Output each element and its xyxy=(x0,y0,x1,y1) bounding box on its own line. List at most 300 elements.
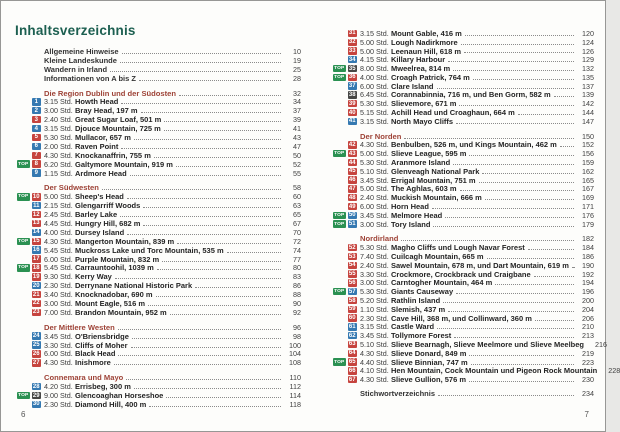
duration: 3.15 Std. xyxy=(44,124,73,134)
duration: 3.15 Std. xyxy=(360,322,389,332)
route-number-badge: 14 xyxy=(32,229,40,236)
page-number: 67 xyxy=(293,218,301,228)
page-number: 219 xyxy=(582,348,594,358)
dot-leader xyxy=(130,175,281,176)
item-label: Kleine Landeskunde xyxy=(44,55,117,65)
page-number: 39 xyxy=(293,115,301,125)
page-number: 25 xyxy=(293,64,301,74)
duration: 7.40 Std. xyxy=(360,252,389,262)
dot-leader xyxy=(528,249,574,250)
page-number: 65 xyxy=(293,210,301,220)
duration: 6.00 Std. xyxy=(360,202,389,212)
dot-leader xyxy=(482,173,574,174)
duration: 3.40 Std. xyxy=(44,290,73,300)
top-badge-icon: TOP xyxy=(18,194,29,200)
route-number-badge: 52 xyxy=(348,244,356,251)
page-number: 50 xyxy=(293,150,301,160)
page-number: 179 xyxy=(582,219,594,229)
dot-leader xyxy=(164,130,281,131)
route-name: Diamond Hill, 400 m xyxy=(75,399,147,409)
dot-leader xyxy=(437,328,574,329)
route-number-badge: 65 xyxy=(348,359,356,366)
toc-entry xyxy=(331,375,594,384)
item-label: Allgemeine Hinweise xyxy=(44,46,119,56)
duration: 3.15 Std. xyxy=(44,97,73,107)
route-name: Errigal Mountain, 751 m xyxy=(391,175,476,185)
dot-leader xyxy=(404,138,574,139)
route-number-badge: 51 xyxy=(348,221,356,228)
dot-leader xyxy=(465,35,574,36)
toc-entry xyxy=(331,366,620,376)
toc-entry xyxy=(331,176,594,185)
route-number-badge: 36 xyxy=(348,74,356,81)
duration: 5.00 Std. xyxy=(360,149,389,159)
dot-leader xyxy=(487,258,574,259)
toc-entry xyxy=(331,323,594,332)
dot-leader xyxy=(473,79,574,80)
page-number: 132 xyxy=(582,64,594,74)
top-badge-icon: TOP xyxy=(18,393,29,398)
route-number-badge: 54 xyxy=(348,262,356,269)
duration: 6.45 Std. xyxy=(360,90,389,100)
duration: 3.00 Std. xyxy=(44,106,73,116)
page-number: 126 xyxy=(582,46,594,56)
route-name: Derrynane National Historic Park xyxy=(75,281,193,291)
route-number-slot xyxy=(348,390,358,397)
page-number: 186 xyxy=(582,252,594,262)
route-name: Great Sugar Loaf, 501 m xyxy=(75,115,162,125)
top-badge-slot xyxy=(15,264,30,271)
top-badge-icon: TOP xyxy=(334,74,345,80)
route-name: Tollymore Forest xyxy=(391,331,452,341)
dot-leader xyxy=(485,199,574,200)
route-name: Knocknadobar, 690 m xyxy=(75,290,153,300)
duration: 3.30 Std. xyxy=(360,269,389,279)
route-name: Black Head xyxy=(75,349,116,359)
page-number: 206 xyxy=(582,313,594,323)
top-badge-icon: TOP xyxy=(334,359,345,365)
duration: 1.15 Std. xyxy=(44,168,73,178)
dot-leader xyxy=(131,347,282,348)
route-number-badge: 55 xyxy=(348,271,356,278)
toc-entry xyxy=(331,29,594,38)
route-name: Hen Mountain, Cock Mountain und Pigeon Rock Mountain xyxy=(391,366,598,376)
toc-entry xyxy=(15,192,301,201)
page-number: 52 xyxy=(293,159,301,169)
dot-leader xyxy=(127,234,281,235)
route-number-badge: 10 xyxy=(32,193,40,200)
dot-leader xyxy=(141,112,281,113)
dot-leader xyxy=(443,302,574,303)
toc-entry xyxy=(15,133,301,142)
dot-leader xyxy=(453,70,574,71)
page-number: 162 xyxy=(582,166,594,176)
route-name: Clare Island xyxy=(391,81,434,91)
route-name: Carrauntoohil, 1039 m xyxy=(75,263,154,273)
route-number-badge: 47 xyxy=(348,185,356,192)
route-number-badge: 1 xyxy=(32,98,42,105)
route-name: Bray Head, 197 m xyxy=(75,106,138,116)
toc-section-header xyxy=(331,132,594,141)
duration: 2.40 Std. xyxy=(360,193,389,203)
route-number-badge: 15 xyxy=(32,238,40,245)
route-name: Slieve Donard, 849 m xyxy=(391,348,467,358)
toc-section-header xyxy=(15,183,301,192)
toc-entry xyxy=(15,97,301,106)
dot-leader xyxy=(148,305,281,306)
page-number: 182 xyxy=(582,234,594,244)
toc-entry xyxy=(15,106,301,115)
dot-leader xyxy=(121,103,281,104)
toc-entry xyxy=(15,255,301,264)
route-number-badge: 43 xyxy=(348,150,356,157)
toc-entry xyxy=(331,185,594,194)
route-name: Glengarriff Woods xyxy=(75,201,141,211)
route-number-badge: 42 xyxy=(348,141,356,148)
dot-leader xyxy=(177,243,281,244)
route-number-badge: 4 xyxy=(32,125,42,132)
route-number-badge: 46 xyxy=(348,177,356,184)
page-number: 144 xyxy=(582,108,594,118)
page-number: 34 xyxy=(293,97,301,107)
toc-entry xyxy=(331,220,594,229)
toc-plain-item xyxy=(331,389,594,398)
page-number: 37 xyxy=(293,106,301,116)
route-number-slot xyxy=(32,89,42,96)
duration: 5.00 Std. xyxy=(360,184,389,194)
route-number-badge: 16 xyxy=(32,247,40,254)
page-number: 10 xyxy=(293,46,301,56)
duration: 4.00 Std. xyxy=(44,227,73,237)
dot-leader xyxy=(134,388,281,389)
duration: 8.00 Std. xyxy=(360,64,389,74)
route-number-badge: 44 xyxy=(348,159,356,166)
route-name: Raven Point xyxy=(75,141,119,151)
toc-entry xyxy=(331,64,594,73)
dot-leader xyxy=(102,189,281,190)
dot-leader xyxy=(195,287,281,288)
duration: 4.30 Std. xyxy=(360,140,389,150)
page-number: 108 xyxy=(289,358,301,368)
top-badge-icon: TOP xyxy=(334,66,345,72)
toc-entry xyxy=(15,151,301,160)
dot-leader xyxy=(448,311,574,312)
dot-leader xyxy=(118,329,281,330)
dot-leader xyxy=(115,278,281,279)
route-number-badge: 18 xyxy=(32,264,40,271)
duration: 5.10 Std. xyxy=(360,166,389,176)
route-name: Knockanaffrin, 755 m xyxy=(75,150,151,160)
toc-plain-item xyxy=(15,65,301,74)
duration: 3.45 Std. xyxy=(360,210,389,220)
page-number: 104 xyxy=(289,349,301,359)
route-name: Errisbeg, 300 m xyxy=(75,382,131,392)
route-number-badge: 11 xyxy=(33,202,40,209)
route-number-badge: 29 xyxy=(32,392,40,399)
duration: 2.00 Std. xyxy=(44,141,73,151)
toc-entry xyxy=(331,279,594,288)
route-name: Lough Nadirkmore xyxy=(391,37,458,47)
toc-entry xyxy=(331,305,594,314)
dot-leader xyxy=(560,146,574,147)
dot-leader xyxy=(110,71,281,72)
toc-entry xyxy=(15,210,301,219)
duration: 3.00 Std. xyxy=(360,219,389,229)
dot-leader xyxy=(459,105,574,106)
page-number: 190 xyxy=(582,260,594,270)
toc-plain-item xyxy=(15,47,301,56)
toc-entry xyxy=(331,211,594,220)
route-name: Mangerton Mountain, 839 m xyxy=(75,236,175,246)
route-number-badge: 6 xyxy=(32,143,42,150)
duration: 4.40 Std. xyxy=(360,357,389,367)
route-number-badge: 5 xyxy=(32,134,42,141)
route-name: Mullacor, 657 m xyxy=(75,132,131,142)
page-number: 70 xyxy=(293,227,301,237)
route-number-badge: 49 xyxy=(348,203,356,210)
duration: 5.00 Std. xyxy=(44,192,73,202)
top-badge-slot xyxy=(15,160,30,167)
toc-entry xyxy=(331,296,594,305)
page-number: 204 xyxy=(582,304,594,314)
route-name: Mweelrea, 814 m xyxy=(391,64,451,74)
route-name: Barley Lake xyxy=(75,210,118,220)
toc-entry xyxy=(15,400,301,409)
toc-entry xyxy=(331,349,594,358)
route-number-badge: 12 xyxy=(32,211,40,218)
route-number-badge: 22 xyxy=(32,300,40,307)
page-number: 118 xyxy=(289,399,301,409)
route-name: Muckross Lake und Torc Mountain, 535 m xyxy=(75,245,224,255)
toc-entry xyxy=(15,169,301,178)
route-name: Glenveagh National Park xyxy=(391,166,480,176)
route-name: North Mayo Cliffs xyxy=(391,116,454,126)
route-number-badge: 53 xyxy=(348,253,356,260)
top-badge-slot xyxy=(331,288,346,295)
duration: 5.45 Std. xyxy=(44,263,73,273)
page-title: Inhaltsverzeichnis xyxy=(15,23,136,38)
route-name: Leenaun Hill, 618 m xyxy=(391,46,462,56)
toc-entry xyxy=(331,99,594,108)
page-number: 223 xyxy=(582,357,594,367)
dot-leader xyxy=(461,44,574,45)
route-number-slot xyxy=(32,74,42,81)
page-number: 167 xyxy=(582,184,594,194)
toc-entry xyxy=(331,141,594,150)
dot-leader xyxy=(433,226,574,227)
route-number-badge: 62 xyxy=(348,332,356,339)
route-number-badge: 40 xyxy=(348,109,356,116)
duration: 5.15 Std. xyxy=(360,108,389,118)
top-badge-icon: TOP xyxy=(334,212,345,218)
duration: 5.30 Std. xyxy=(360,287,389,297)
dot-leader xyxy=(162,261,281,262)
toc-entry xyxy=(331,243,594,252)
page-number: 80 xyxy=(293,263,301,273)
top-badge-slot xyxy=(15,392,30,399)
top-badge-icon: TOP xyxy=(334,289,345,295)
route-name: Benbulben, 526 m, und Kings Mountain, 462 m xyxy=(391,140,557,150)
dot-leader xyxy=(126,379,281,380)
route-number-slot xyxy=(32,57,42,64)
toc-entry xyxy=(331,167,594,176)
duration: 4.30 Std. xyxy=(44,358,73,368)
duration: 5.00 Std. xyxy=(360,46,389,56)
duration: 3.45 Std. xyxy=(44,331,73,341)
toc-entry xyxy=(15,115,301,124)
page-number: 159 xyxy=(582,158,594,168)
dot-leader xyxy=(157,269,281,270)
route-number-badge: 41 xyxy=(348,118,356,125)
page-number: 228 xyxy=(608,366,620,376)
toc-plain-item xyxy=(15,74,301,83)
toc-entry xyxy=(331,73,594,82)
dot-leader xyxy=(469,381,574,382)
page-number: 234 xyxy=(582,388,594,398)
toc-entry xyxy=(331,331,594,340)
toc-entry xyxy=(331,358,594,367)
route-name: Castle Ward xyxy=(391,322,435,332)
route-name: Killary Harbour xyxy=(391,55,446,65)
duration: 2.40 Std. xyxy=(44,115,73,125)
duration: 3.00 Std. xyxy=(360,278,389,288)
route-number-badge: 32 xyxy=(348,39,356,46)
route-name: Magho Cliffs und Lough Navar Forest xyxy=(391,243,525,253)
page-number: 55 xyxy=(293,168,301,178)
section-title: Die Region Dublin und der Südosten xyxy=(44,88,177,98)
page-number: 92 xyxy=(293,307,301,317)
toc-entry xyxy=(15,341,301,350)
dot-leader xyxy=(456,293,574,294)
route-number-badge: 60 xyxy=(348,315,356,322)
route-number-badge: 8 xyxy=(32,160,42,167)
toc-entry xyxy=(15,201,301,210)
page-number: 171 xyxy=(582,202,594,212)
dot-leader xyxy=(149,406,281,407)
route-name: Cliffs of Moher xyxy=(75,340,128,350)
route-number-badge: 59 xyxy=(348,306,356,313)
top-badge-slot xyxy=(331,74,346,81)
duration: 4.00 Std. xyxy=(360,72,389,82)
page-number: 114 xyxy=(289,391,301,401)
dot-leader xyxy=(432,208,574,209)
page-number: 90 xyxy=(293,299,301,308)
top-badge-icon: TOP xyxy=(334,221,345,227)
page-number: 58 xyxy=(293,183,301,193)
duration: 5.30 Std. xyxy=(44,132,73,142)
route-number-badge: 21 xyxy=(32,291,40,298)
dot-leader xyxy=(179,95,281,96)
toc-entry xyxy=(15,350,301,359)
page-number: 86 xyxy=(293,281,301,291)
dot-leader xyxy=(170,314,281,315)
page-number: 230 xyxy=(582,375,594,385)
dot-leader xyxy=(176,166,281,167)
route-name: Rathlin Island xyxy=(391,296,441,306)
page-number: 96 xyxy=(293,322,301,332)
route-name: Muckish Mountain, 666 m xyxy=(391,193,482,203)
route-number-badge: 13 xyxy=(32,220,40,227)
route-number-slot xyxy=(348,235,358,242)
route-number-badge: 61 xyxy=(348,323,356,330)
dot-leader xyxy=(127,198,281,199)
route-number-badge: 45 xyxy=(348,168,356,175)
page-number: 210 xyxy=(582,322,594,332)
route-name: Dursey Island xyxy=(75,227,125,237)
route-number-badge: 64 xyxy=(348,350,356,357)
duration: 2.15 Std. xyxy=(44,201,73,211)
toc-entry xyxy=(331,117,594,126)
page-number: 142 xyxy=(582,99,594,109)
folio-right: 7 xyxy=(584,410,589,419)
toc-entry xyxy=(331,82,594,91)
dot-leader xyxy=(143,225,281,226)
toc-entry xyxy=(15,142,301,151)
duration: 5.30 Std. xyxy=(360,99,389,109)
toc-left-page xyxy=(15,23,301,409)
page-number: 112 xyxy=(289,382,301,392)
page-number: 200 xyxy=(582,296,594,306)
route-name: Mount Eagle, 516 m xyxy=(75,299,146,308)
route-name: Cave Hill, 368 m, und Collinward, 360 m xyxy=(391,313,532,323)
page-number: 156 xyxy=(582,149,594,159)
toc-entry xyxy=(15,290,301,299)
route-number-badge: 56 xyxy=(348,279,356,286)
duration: 5.20 Std. xyxy=(360,296,389,306)
section-title: Der Südwesten xyxy=(44,183,99,193)
route-number-badge: 48 xyxy=(348,194,356,201)
route-name: Achill Head und Croaghaun, 664 m xyxy=(391,108,515,118)
route-number-badge: 37 xyxy=(348,83,356,90)
route-number-badge: 24 xyxy=(32,333,40,340)
page-number: 192 xyxy=(582,269,594,279)
top-badge-slot xyxy=(331,212,346,219)
item-label: Informationen von A bis Z xyxy=(44,73,136,83)
toc-entry xyxy=(331,47,594,56)
dot-leader xyxy=(454,337,574,338)
route-number-slot xyxy=(32,66,42,73)
page-number: 77 xyxy=(293,254,301,264)
duration: 6.00 Std. xyxy=(360,81,389,91)
route-number-slot xyxy=(32,324,42,331)
page-number: 139 xyxy=(582,90,594,100)
toc-section-header xyxy=(15,89,301,98)
toc-entry xyxy=(15,124,301,133)
route-number-badge: 66 xyxy=(348,367,356,374)
folio-left: 6 xyxy=(21,410,26,419)
top-badge-icon: TOP xyxy=(18,265,29,271)
duration: 3.30 Std. xyxy=(44,340,73,350)
duration: 4.30 Std. xyxy=(360,348,389,358)
duration: 2.45 Std. xyxy=(44,210,73,220)
duration: 3.00 Std. xyxy=(44,299,73,308)
toc-plain-item xyxy=(15,56,301,65)
section-title: Nordirland xyxy=(360,234,399,244)
dot-leader xyxy=(121,148,281,149)
toc-right-page xyxy=(331,28,620,398)
route-number-badge: 57 xyxy=(348,288,356,295)
page-number: 124 xyxy=(582,37,594,47)
page-number: 74 xyxy=(293,245,301,255)
route-name: Tory Island xyxy=(391,219,431,229)
duration: 6.00 Std. xyxy=(44,349,73,359)
route-number-badge: 31 xyxy=(348,30,356,37)
route-number-badge: 38 xyxy=(348,91,356,98)
top-badge-slot xyxy=(15,193,30,200)
dot-leader xyxy=(438,395,574,396)
duration: 4.10 Std. xyxy=(360,366,389,376)
toc-entry xyxy=(15,332,301,341)
